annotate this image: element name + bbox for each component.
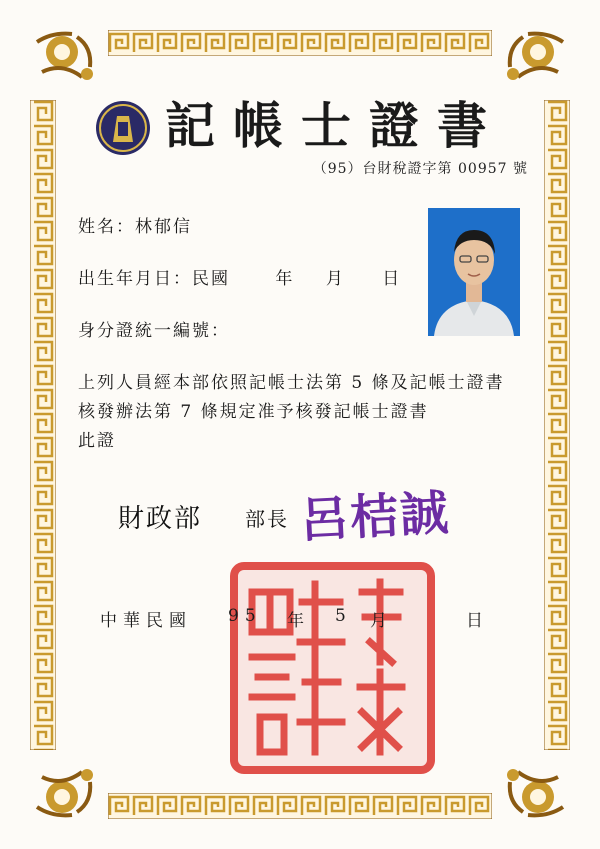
date-month-unit: 月 [370,611,393,631]
certificate-number: （95）台財稅證字第 00957 號 [312,161,528,177]
corner-ornament-bottom-right [498,757,568,827]
border-left [30,100,56,750]
id-row [78,316,230,341]
statement-line-2: 核發辦法第 7 條規定准予核發記帳士證書 [78,402,429,422]
corner-ornament-top-right [498,22,568,92]
birth-day-unit: 日 [382,269,402,289]
corner-ornament-bottom-left [32,757,102,827]
holder-photo [428,208,520,336]
statement-line-3: 此證 [78,431,116,451]
border-bottom [108,793,492,819]
corner-ornament-top-left [32,22,102,92]
birth-row [78,264,401,289]
birth-year-unit: 年 [275,269,295,289]
birth-label: 出生年月日：民國 [78,269,230,289]
name-label: 姓名： [78,217,135,237]
official-seal [230,562,435,774]
ministry-emblem-icon [95,100,151,156]
certificate-title: 記帳士證書 [165,96,505,155]
date-year: 95 [228,606,262,626]
date-prefix: 中華民國 [100,611,192,631]
border-top [108,30,492,56]
border-right [544,100,570,750]
birth-month-unit: 月 [325,269,345,289]
statement-line-1: 上列人員經本部依照記帳士法第 5 條及記帳士證書 [78,373,505,393]
date-year-unit: 年 [287,611,310,631]
date-day-unit: 日 [466,611,489,631]
name-row [78,212,192,237]
minister-title: 部長 [245,507,289,531]
date-month: 5 [335,606,352,626]
id-label: 身分證統一編號： [78,321,230,341]
name-value: 林郁信 [135,217,192,237]
ministry-name: 財政部 [118,504,203,534]
minister-signature: 呂桔誠 [298,485,452,549]
